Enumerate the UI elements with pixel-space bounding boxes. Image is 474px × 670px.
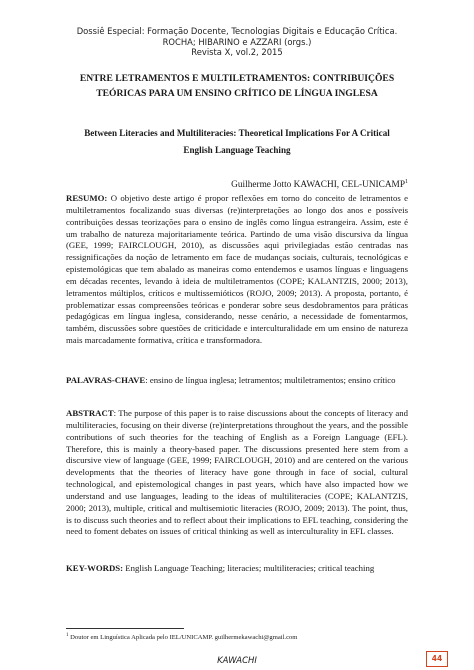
header-editors-line: ROCHA; HIBARINO e AZZARI (orgs.) [162,36,312,47]
footnote-divider [66,628,184,629]
page-number: 44 [426,651,448,667]
article-title [52,71,422,101]
author-name: Guilherme Jotto KAWACHI, CEL-UNICAMP [231,180,405,191]
resumo-paragraph [66,193,408,347]
resumo-label: RESUMO: [66,193,108,203]
english-title-line-1: Between Literacies and Multiliteracies: Theoretical Implications For A Critical [84,128,390,138]
keywords-label: KEY-WORDS: [66,563,124,573]
running-footer-author: KAWACHI [217,656,257,666]
resumo-text: O objetivo deste artigo é propor reflexões em torno do conceito de letramentos e multiletramentos focalizando suas diversas (re)interpretações ao longo dos anos e possíveis contribuições dessas teorizações para o ensino de inglês como língua estrangeira. Assim, este é um trabalho de natureza majoritariamente teórica. Partindo de uma visão discursiva da língua (GEE, 1999; FAIRCLOUGH, 2010), as discussões aqui privilegiadas estão centradas nas ressignificações da noção de letramento em face de mudanças sociais, culturais, tecnológicas e epistemológicas que tem abalado as maneiras como entendemos e usamos línguas e linguagens em décadas recentes, levando à ideia de multiletramentos (COPE; KALANTZIS, 2000; 2013), letramentos múltiplos, críticos e multissemióticos (ROJO, 2009; 2013). A proposta, portanto, é problematizar essas compreensões teóricas e ponderar sobre seus desdobramentos para práticas pedagógicas em língua inglesa, considerando, nesse cenário, a necessidade de fomentarmos, também, discussões sobre questões de criticidade e interculturalidade em um ensino de natureza mais marcadamente formativa, crítica e transformadora. [66,193,408,346]
author-line [231,176,408,191]
english-title [46,125,428,159]
abstract-paragraph [66,408,408,538]
article-title-line-1: ENTRE LETRAMENTOS E MULTILETRAMENTOS: CONTRIBUIÇÕES [79,73,395,84]
header-journal-line: Revista X, vol.2, 2015 [191,47,283,58]
footnote [66,632,408,642]
palavras-chave-label: PALAVRAS-CHAVE [66,375,146,385]
palavras-chave-text: : ensino de língua inglesa; letramentos; multiletramentos; ensino crítico [145,375,396,385]
footnote-text: Doutor em Linguística Aplicada pelo IEL/UNICAMP. guilhermekawachi@gmail.com [68,634,298,642]
running-header [0,26,474,58]
abstract-text: : The purpose of this paper is to raise discussions about the concepts of literacy and multiliteracies, focusing on their diverse (re)interpretations throughout the years, and the possible contributions of such theories for the teaching of English as a Foreign Language (EFL). Therefore, this is mainly a theory-based paper. The discussions presented here stem from a discursive view of language (GEE, 1999; FAIRCLOUGH, 2010) and are centered on the various developments that the theories of literacy have gone through in face of social, cultural technological, and epistemological changes in past years, which have also impacted how we understand and use languages, leading to the ideas of multiliteracies (COPE; KALANTZIS, 2000; 2013), multiple, critical and multisemiotic literacies (ROJO, 2009; 2013). The point, thus, is to discuss such theories and to reflect about their implications to EFL teaching, considering the need to foment debates on issues of critical thinking as well as interculturality in EFL classes. [66,408,408,537]
palavras-chave-paragraph [66,375,408,387]
keywords-paragraph [66,563,408,575]
article-title-line-2: TEÓRICAS PARA UM ENSINO CRÍTICO DE LÍNGUA INGLESA [96,88,378,99]
header-dossier-line: Dossiê Especial: Formação Docente, Tecnologias Digitais e Educação Crítica. [76,26,398,36]
author-footnote-mark: 1 [405,179,408,185]
keywords-text: English Language Teaching; literacies; multiliteracies; critical teaching [123,563,375,573]
footnote-mark: 1 [66,633,69,638]
abstract-label: ABSTRACT [66,408,114,418]
english-title-line-2: English Language Teaching [183,145,291,155]
